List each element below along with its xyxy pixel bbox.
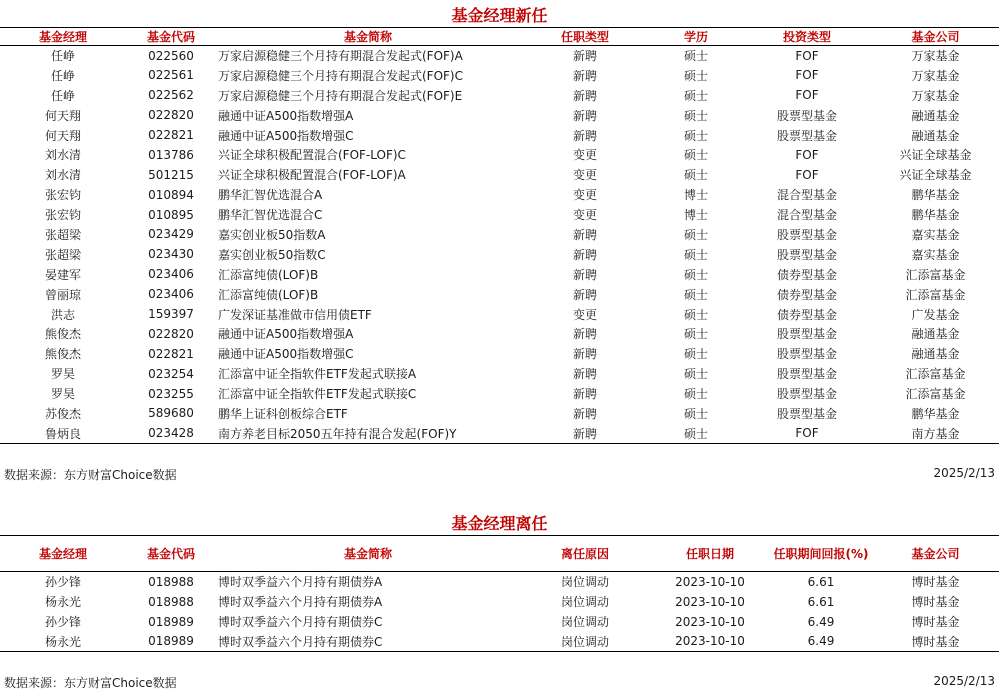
cell-investment-type: FOF — [795, 147, 819, 162]
cell-education: 硕士 — [683, 168, 708, 183]
cell-fund-code: 013786 — [148, 147, 194, 162]
cell-fund-name: 融通中证A500指数增强C — [218, 128, 354, 143]
cell-fund-name: 博时双季益六个月持有期债券C — [218, 615, 383, 629]
cell-fund-code: 023428 — [148, 426, 194, 441]
table-row — [0, 185, 999, 205]
cell-education: 硕士 — [683, 267, 708, 282]
cell-education: 硕士 — [683, 426, 708, 441]
col-header-fund-name: 基金简称 — [343, 30, 392, 44]
cell-education: 硕士 — [683, 327, 708, 342]
table-row — [0, 384, 999, 404]
cell-fund-name: 汇添富中证全指软件ETF发起式联接C — [218, 387, 417, 402]
leave-section-date: 2025/2/13 — [933, 674, 995, 688]
table-row — [0, 105, 999, 125]
cell-company: 汇添富基金 — [905, 287, 966, 302]
cell-fund-name: 嘉实创业板50指数A — [218, 227, 326, 242]
cell-fund-name: 融通中证A500指数增强C — [218, 347, 354, 362]
cell-fund-name: 鹏华汇智优选混合A — [218, 188, 323, 203]
cell-manager: 孙少锋 — [44, 575, 81, 590]
cell-manager: 任峥 — [50, 49, 75, 64]
cell-fund-code: 159397 — [148, 307, 194, 322]
leave-section-title: 基金经理离任 — [451, 514, 548, 533]
cell-education: 硕士 — [683, 148, 708, 163]
cell-fund-name: 鹏华上证科创板综合ETF — [218, 406, 348, 421]
cell-fund-name: 博时双季益六个月持有期债券A — [218, 575, 383, 590]
cell-appointment-type: 新聘 — [572, 88, 597, 103]
table-row — [0, 264, 999, 284]
table-row — [0, 632, 999, 652]
cell-education: 硕士 — [683, 287, 708, 302]
cell-company: 鹏华基金 — [911, 208, 960, 223]
table-row — [0, 205, 999, 225]
col-header-appointment-type: 任职类型 — [560, 30, 609, 44]
cell-manager: 杨永光 — [44, 595, 81, 609]
table-row — [0, 592, 999, 612]
cell-start-date: 2023-10-10 — [675, 594, 745, 609]
cell-education: 硕士 — [683, 108, 708, 123]
cell-fund-name: 兴证全球积极配置混合(FOF-LOF)A — [218, 168, 406, 183]
cell-manager: 罗昊 — [50, 387, 75, 402]
cell-company: 嘉实基金 — [911, 247, 960, 262]
cell-investment-type: FOF — [795, 88, 819, 103]
cell-education: 博士 — [683, 208, 708, 223]
new-managers-table — [0, 27, 999, 444]
cell-fund-code: 018988 — [148, 574, 194, 589]
cell-appointment-type: 新聘 — [572, 247, 597, 262]
cell-fund-code: 022820 — [148, 326, 194, 341]
col-header-code: 基金代码 — [146, 546, 195, 561]
cell-company: 万家基金 — [911, 49, 960, 64]
cell-company: 融通基金 — [911, 327, 960, 342]
cell-education: 硕士 — [683, 227, 708, 242]
cell-fund-code: 010895 — [148, 207, 194, 222]
cell-education: 硕士 — [683, 367, 708, 382]
col-header-manager: 基金经理 — [38, 30, 87, 44]
cell-investment-type: 股票型基金 — [776, 247, 837, 262]
cell-manager: 鲁炳良 — [44, 426, 81, 441]
cell-manager: 刘水清 — [44, 148, 81, 163]
cell-company: 博时基金 — [911, 575, 960, 590]
cell-manager: 晏建军 — [44, 267, 81, 282]
cell-education: 博士 — [683, 188, 708, 203]
cell-company: 汇添富基金 — [905, 367, 966, 382]
table-row — [0, 404, 999, 424]
cell-manager: 刘水清 — [44, 168, 81, 183]
cell-leave-reason: 岗位调动 — [560, 634, 609, 649]
cell-fund-code: 022562 — [148, 88, 194, 103]
cell-manager: 任峥 — [50, 88, 75, 103]
cell-appointment-type: 新聘 — [572, 426, 597, 441]
cell-investment-type: FOF — [795, 167, 819, 182]
cell-fund-name: 鹏华汇智优选混合C — [218, 208, 323, 223]
leave-section-source: 数据来源：东方财富Choice数据 — [4, 676, 177, 690]
cell-investment-type: 股票型基金 — [776, 128, 837, 143]
cell-fund-code: 022821 — [148, 346, 194, 361]
cell-fund-code: 589680 — [148, 406, 194, 421]
cell-education: 硕士 — [683, 68, 708, 83]
table-row — [0, 145, 999, 165]
cell-appointment-type: 变更 — [572, 168, 597, 183]
cell-education: 硕士 — [683, 247, 708, 262]
cell-education: 硕士 — [683, 49, 708, 64]
cell-manager: 洪志 — [50, 307, 75, 322]
cell-manager: 何天翔 — [44, 128, 81, 143]
cell-manager: 任峥 — [50, 68, 75, 83]
table-header-row — [0, 536, 999, 572]
cell-fund-name: 万家启源稳健三个月持有期混合发起式(FOF)E — [218, 88, 463, 103]
cell-investment-type: 债券型基金 — [776, 307, 837, 322]
cell-manager: 熊俊杰 — [44, 327, 81, 342]
cell-investment-type: 股票型基金 — [776, 108, 837, 123]
cell-fund-code: 018989 — [148, 634, 194, 649]
cell-company: 博时基金 — [911, 615, 960, 629]
table-row — [0, 324, 999, 344]
cell-fund-code: 023430 — [148, 247, 194, 262]
cell-fund-code: 023255 — [148, 386, 194, 401]
table-row — [0, 165, 999, 185]
cell-company: 博时基金 — [911, 595, 960, 609]
cell-fund-code: 010894 — [148, 187, 194, 202]
cell-company: 鹏华基金 — [911, 188, 960, 203]
leaving-managers-table — [0, 535, 999, 652]
cell-fund-code: 022821 — [148, 128, 194, 142]
cell-manager: 曾丽琼 — [44, 287, 81, 302]
col-header-company: 基金公司 — [911, 546, 960, 561]
cell-appointment-type: 新聘 — [572, 287, 597, 302]
cell-education: 硕士 — [683, 387, 708, 402]
table-row — [0, 364, 999, 384]
cell-appointment-type: 变更 — [572, 208, 597, 223]
cell-company: 兴证全球基金 — [899, 148, 972, 163]
cell-start-date: 2023-10-10 — [675, 614, 745, 629]
cell-fund-name: 南方养老目标2050五年持有混合发起(FOF)Y — [218, 426, 457, 441]
cell-company: 南方基金 — [911, 426, 960, 441]
cell-fund-code: 022820 — [148, 108, 194, 123]
new-section-date: 2025/2/13 — [933, 466, 995, 480]
cell-fund-code: 023254 — [148, 366, 194, 381]
cell-appointment-type: 新聘 — [572, 327, 597, 342]
cell-appointment-type: 新聘 — [572, 227, 597, 242]
cell-investment-type: 股票型基金 — [776, 387, 837, 402]
cell-tenure-return: 6.49 — [807, 614, 835, 629]
cell-fund-code: 018988 — [148, 594, 194, 609]
cell-fund-name: 汇添富纯债(LOF)B — [218, 267, 319, 282]
cell-fund-name: 万家启源稳健三个月持有期混合发起式(FOF)C — [218, 68, 463, 83]
cell-fund-name: 博时双季益六个月持有期债券C — [218, 634, 383, 649]
cell-appointment-type: 新聘 — [572, 347, 597, 362]
col-header-fund-name: 基金简称 — [343, 546, 392, 561]
cell-appointment-type: 新聘 — [572, 387, 597, 402]
cell-fund-code: 023429 — [148, 227, 194, 242]
cell-appointment-type: 新聘 — [572, 49, 597, 64]
cell-company: 汇添富基金 — [905, 387, 966, 402]
cell-investment-type: FOF — [795, 48, 819, 63]
cell-education: 硕士 — [683, 128, 708, 143]
cell-investment-type: 股票型基金 — [776, 327, 837, 342]
table-row — [0, 612, 999, 632]
table-row — [0, 284, 999, 304]
cell-company: 广发基金 — [911, 307, 960, 322]
cell-investment-type: 债券型基金 — [776, 267, 837, 282]
cell-tenure-return: 6.61 — [807, 594, 835, 609]
cell-manager: 张宏钧 — [44, 208, 81, 223]
cell-manager: 杨永光 — [44, 634, 81, 649]
table-row — [0, 304, 999, 324]
cell-leave-reason: 岗位调动 — [560, 575, 609, 590]
cell-fund-name: 融通中证A500指数增强A — [218, 108, 354, 123]
cell-manager: 张超梁 — [44, 247, 81, 262]
cell-investment-type: FOF — [795, 426, 819, 441]
col-header-start-date: 任职日期 — [685, 546, 734, 561]
col-header-education: 学历 — [683, 30, 708, 44]
cell-manager: 苏俊杰 — [44, 406, 81, 421]
cell-appointment-type: 新聘 — [572, 367, 597, 382]
cell-investment-type: 混合型基金 — [776, 188, 837, 203]
cell-appointment-type: 新聘 — [572, 68, 597, 83]
cell-tenure-return: 6.61 — [807, 574, 835, 589]
cell-company: 万家基金 — [911, 88, 960, 103]
cell-manager: 张超梁 — [44, 227, 81, 242]
cell-fund-name: 汇添富纯债(LOF)B — [218, 287, 319, 302]
cell-company: 万家基金 — [911, 68, 960, 83]
cell-fund-name: 广发深证基准做市信用债ETF — [218, 307, 372, 322]
cell-investment-type: 股票型基金 — [776, 227, 837, 242]
cell-fund-code: 022561 — [148, 68, 194, 83]
cell-manager: 张宏钧 — [44, 188, 81, 203]
table-row — [0, 85, 999, 105]
cell-leave-reason: 岗位调动 — [560, 615, 609, 629]
cell-appointment-type: 新聘 — [572, 128, 597, 143]
table-row — [0, 344, 999, 364]
cell-leave-reason: 岗位调动 — [560, 595, 609, 609]
cell-fund-name: 万家启源稳健三个月持有期混合发起式(FOF)A — [218, 49, 463, 64]
col-header-tenure-return: 任职期间回报(%) — [773, 546, 869, 561]
cell-investment-type: 债券型基金 — [776, 287, 837, 302]
cell-fund-code: 023406 — [148, 287, 194, 302]
col-header-company: 基金公司 — [911, 30, 960, 44]
cell-investment-type: FOF — [795, 68, 819, 83]
col-header-code: 基金代码 — [146, 30, 195, 44]
cell-company: 融通基金 — [911, 108, 960, 123]
cell-appointment-type: 变更 — [572, 188, 597, 203]
table-header-row — [0, 28, 999, 46]
cell-fund-name: 融通中证A500指数增强A — [218, 327, 354, 342]
cell-investment-type: 股票型基金 — [776, 367, 837, 382]
col-header-investment-type: 投资类型 — [782, 30, 831, 44]
new-section-title: 基金经理新任 — [451, 6, 548, 25]
table-row — [0, 244, 999, 264]
cell-company: 融通基金 — [911, 347, 960, 362]
cell-company: 汇添富基金 — [905, 267, 966, 282]
col-header-leave-reason: 离任原因 — [560, 546, 609, 561]
cell-education: 硕士 — [683, 406, 708, 421]
cell-company: 兴证全球基金 — [899, 168, 972, 183]
cell-fund-name: 博时双季益六个月持有期债券A — [218, 595, 383, 609]
cell-manager: 熊俊杰 — [44, 347, 81, 362]
cell-manager: 罗昊 — [50, 367, 75, 382]
cell-appointment-type: 新聘 — [572, 267, 597, 282]
cell-tenure-return: 6.49 — [807, 634, 835, 649]
cell-company: 鹏华基金 — [911, 406, 960, 421]
table-row — [0, 125, 999, 145]
cell-fund-code: 501215 — [148, 167, 194, 182]
cell-fund-code: 023406 — [148, 267, 194, 282]
cell-manager: 孙少锋 — [44, 615, 81, 629]
cell-fund-code: 018989 — [148, 614, 194, 629]
new-section-source: 数据来源：东方财富Choice数据 — [4, 468, 177, 482]
cell-company: 嘉实基金 — [911, 227, 960, 242]
cell-education: 硕士 — [683, 307, 708, 322]
cell-education: 硕士 — [683, 347, 708, 362]
cell-appointment-type: 变更 — [572, 148, 597, 163]
cell-fund-name: 嘉实创业板50指数C — [218, 247, 326, 262]
cell-start-date: 2023-10-10 — [675, 574, 745, 589]
table-row — [0, 225, 999, 245]
cell-appointment-type: 新聘 — [572, 406, 597, 421]
cell-investment-type: 混合型基金 — [776, 208, 837, 223]
cell-start-date: 2023-10-10 — [675, 634, 745, 649]
cell-fund-name: 汇添富中证全指软件ETF发起式联接A — [218, 367, 417, 382]
cell-manager: 何天翔 — [44, 108, 81, 123]
cell-fund-code: 022560 — [148, 48, 194, 63]
cell-appointment-type: 新聘 — [572, 108, 597, 123]
table-row — [0, 46, 999, 66]
cell-fund-name: 兴证全球积极配置混合(FOF-LOF)C — [218, 148, 406, 163]
cell-investment-type: 股票型基金 — [776, 347, 837, 362]
table-row — [0, 572, 999, 592]
cell-appointment-type: 变更 — [572, 307, 597, 322]
cell-company: 博时基金 — [911, 634, 960, 649]
cell-education: 硕士 — [683, 88, 708, 103]
cell-company: 融通基金 — [911, 128, 960, 143]
cell-investment-type: 股票型基金 — [776, 406, 837, 421]
table-row — [0, 423, 999, 443]
table-row — [0, 65, 999, 85]
col-header-manager: 基金经理 — [38, 546, 87, 561]
